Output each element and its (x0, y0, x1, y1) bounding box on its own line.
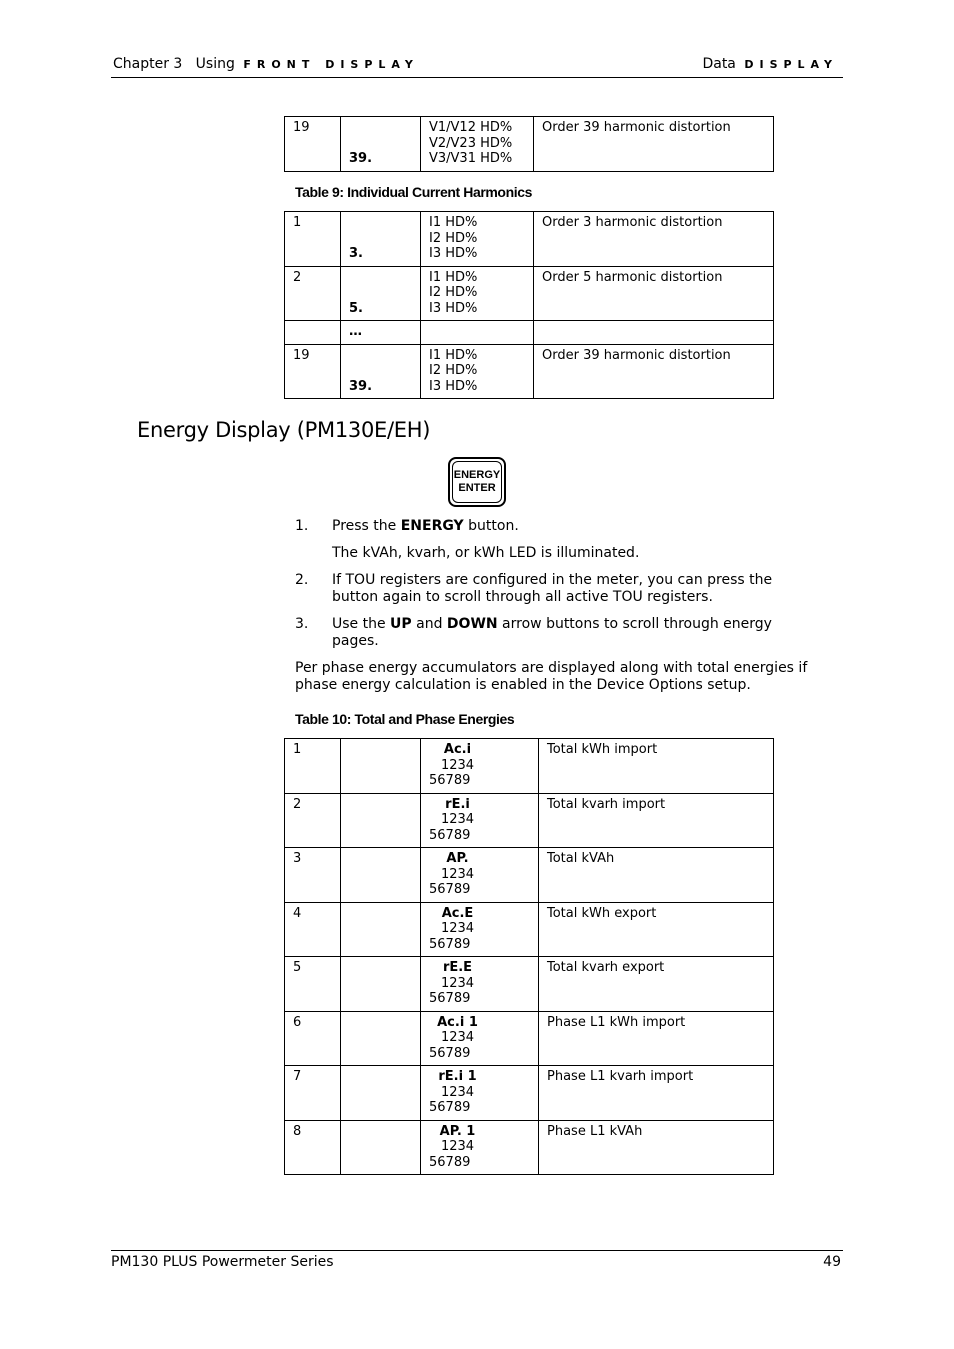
display-readout (421, 1011, 539, 1066)
display-label: Ac.E (441, 905, 474, 921)
blank-cell (341, 1011, 421, 1066)
row-number: 19 (285, 117, 341, 172)
parameter-description: Phase L1 kvarh import (539, 1066, 774, 1121)
parameter-description: Total kWh import (539, 739, 774, 794)
display-label: Ac.i 1 (437, 1014, 478, 1030)
display-value-high: 1234 (440, 757, 475, 773)
display-label: rE.E (442, 960, 473, 975)
row-number: 7 (285, 1066, 341, 1121)
parameter-code: V1/V12 HD% (429, 120, 513, 135)
parameter-code: I1 HD% (429, 215, 478, 230)
display-readout (421, 957, 539, 1012)
row-number: 1 (285, 212, 341, 267)
harmonics-continuation-table (284, 116, 774, 172)
table-row (285, 1066, 774, 1121)
display-value-low: 56789 (429, 936, 471, 952)
step-text: Use the UP and DOWN arrow buttons to scroll through energy pages. (332, 616, 772, 649)
header-chapter-text: Chapter 3 Using (113, 56, 235, 72)
display-value-high: 1234 (440, 1030, 475, 1045)
section-heading: Energy Display (PM130E/EH) (137, 418, 431, 442)
parameter-code: I3 HD% (429, 300, 478, 316)
row-number: 19 (285, 344, 341, 399)
parameter-codes (421, 212, 534, 267)
display-value-low: 56789 (429, 773, 471, 788)
parameter-codes (421, 321, 534, 345)
blank-cell (341, 739, 421, 794)
display-key: 39. (341, 117, 421, 172)
display-readout (421, 793, 539, 848)
display-value-low: 56789 (429, 1100, 471, 1115)
row-number: 3 (285, 848, 341, 903)
table-row (285, 1120, 774, 1175)
display-value-high: 1234 (440, 1139, 475, 1154)
parameter-description: Total kvarh import (539, 793, 774, 848)
blank-cell (341, 902, 421, 957)
step-1 (295, 518, 835, 535)
parameter-code: I2 HD% (429, 230, 478, 246)
parameter-description: Total kWh export (539, 902, 774, 957)
parameter-description: Order 39 harmonic distortion (534, 344, 774, 399)
table-row (285, 739, 774, 794)
step-number: 1. (295, 518, 309, 534)
steps-list (295, 518, 835, 694)
parameter-description: Total kVAh (539, 848, 774, 903)
display-value-low: 56789 (429, 1045, 471, 1061)
parameter-codes (421, 266, 534, 321)
parameter-codes (421, 117, 534, 172)
row-number: 2 (285, 266, 341, 321)
table9-current-harmonics (284, 211, 774, 399)
parameter-code: V3/V31 HD% (429, 151, 513, 166)
step-2 (295, 572, 835, 606)
parameter-description (534, 321, 774, 345)
parameter-description: Order 39 harmonic distortion (534, 117, 774, 172)
parameter-codes (421, 344, 534, 399)
energy-enter-button-icon (448, 457, 506, 507)
parameter-description: Phase L1 kVAh (539, 1120, 774, 1175)
display-key: 5. (341, 266, 421, 321)
energy-button-line1: ENERGY (453, 469, 501, 481)
row-number: 4 (285, 902, 341, 957)
row-number: 2 (285, 793, 341, 848)
parameter-code: V2/V23 HD% (429, 135, 513, 151)
parameter-description: Total kvarh export (539, 957, 774, 1012)
row-number: 1 (285, 739, 341, 794)
blank-cell (341, 793, 421, 848)
table10-caption: Table 10: Total and Phase Energies (295, 711, 515, 727)
footer-title: PM130 PLUS Powermeter Series (111, 1254, 334, 1270)
display-readout (421, 902, 539, 957)
header-section-caps: DISPLAY (744, 58, 838, 71)
display-value-low: 56789 (429, 882, 471, 897)
table-row (285, 344, 774, 399)
table-row (285, 957, 774, 1012)
display-label: AP. 1 (439, 1123, 476, 1139)
running-header-right (702, 55, 838, 74)
header-rule (111, 77, 843, 78)
parameter-code: I3 HD% (429, 246, 478, 261)
display-readout (421, 739, 539, 794)
parameter-description: Phase L1 kWh import (539, 1011, 774, 1066)
display-value-high: 1234 (440, 1084, 475, 1100)
display-label: rE.i 1 (438, 1069, 477, 1084)
blank-cell (341, 848, 421, 903)
table-row (285, 1011, 774, 1066)
display-label: Ac.i (443, 742, 472, 757)
table9-caption: Table 9: Individual Current Harmonics (295, 184, 532, 200)
note-paragraph: Per phase energy accumulators are displayed along with total energies if phase energy calculation is enabled in the Device Options setup. (295, 660, 808, 693)
parameter-code: I3 HD% (429, 378, 478, 394)
parameter-code: I1 HD% (429, 347, 478, 363)
parameter-description: Order 5 harmonic distortion (534, 266, 774, 321)
table-row (285, 902, 774, 957)
energy-button-line2: ENTER (458, 482, 496, 494)
step-1-result (295, 545, 835, 562)
display-key: … (341, 321, 421, 345)
table-row (285, 848, 774, 903)
parameter-description: Order 3 harmonic distortion (534, 212, 774, 267)
display-key: 39. (341, 344, 421, 399)
step-result-text: The kVAh, kvarh, or kWh LED is illuminated. (332, 545, 640, 561)
running-header-left (113, 55, 419, 74)
step-3 (295, 616, 835, 650)
row-number: 8 (285, 1120, 341, 1175)
step-number: 2. (295, 572, 309, 588)
display-label: AP. (446, 851, 469, 866)
blank-cell (341, 1120, 421, 1175)
display-key: 3. (341, 212, 421, 267)
parameter-code: I1 HD% (429, 269, 478, 285)
step-text: If TOU registers are configured in the meter, you can press the button again to scroll through all active TOU registers. (332, 572, 773, 605)
table-row (285, 793, 774, 848)
display-value-high: 1234 (440, 866, 475, 882)
table-row (285, 212, 774, 267)
row-number (285, 321, 341, 345)
display-value-low: 56789 (429, 991, 471, 1006)
display-value-high: 1234 (440, 812, 475, 827)
display-label: rE.i (445, 796, 470, 812)
header-section-text: Data (702, 56, 736, 72)
display-value-high: 1234 (440, 921, 475, 936)
parameter-code: I2 HD% (429, 363, 478, 378)
blank-cell (341, 1066, 421, 1121)
display-value-low: 56789 (429, 1154, 471, 1170)
table-row (285, 321, 774, 345)
footer-rule (111, 1250, 843, 1251)
display-readout (421, 848, 539, 903)
header-chapter-caps: FRONT DISPLAY (243, 58, 419, 71)
table-row (285, 117, 774, 172)
display-readout (421, 1120, 539, 1175)
step-number: 3. (295, 616, 309, 632)
row-number: 5 (285, 957, 341, 1012)
table-row (285, 266, 774, 321)
display-value-low: 56789 (429, 827, 471, 843)
step-text: Press the ENERGY button. (332, 518, 519, 534)
display-value-high: 1234 (440, 975, 475, 991)
table10-energies (284, 738, 774, 1175)
blank-cell (341, 957, 421, 1012)
parameter-code: I2 HD% (429, 285, 478, 300)
page-number: 49 (823, 1254, 841, 1270)
display-readout (421, 1066, 539, 1121)
row-number: 6 (285, 1011, 341, 1066)
